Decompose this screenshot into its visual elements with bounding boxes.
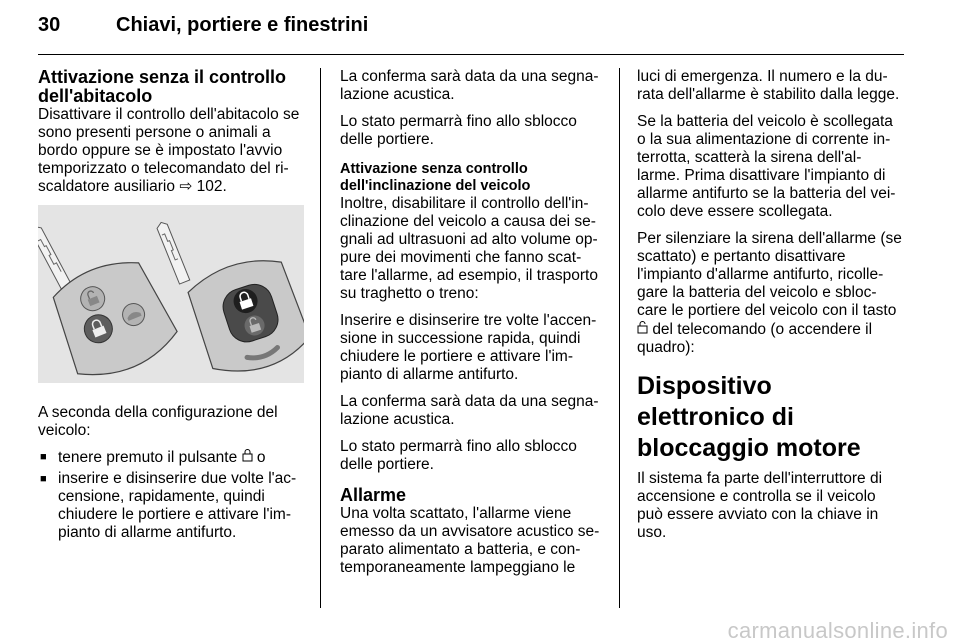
reference-page: 102. — [196, 178, 227, 195]
page-header — [38, 14, 368, 37]
watermark: carmanualsonline.info — [727, 618, 948, 643]
list-item-text: inserire e disinserire due volte l'ac- censione, rapidamente, quindi chiudere le portiere e attivare l'im- pianto di allarme antifurto. — [58, 470, 297, 541]
lock-icon — [242, 448, 253, 466]
bullet-list — [38, 448, 306, 542]
list-item — [38, 448, 306, 467]
paragraph-text: del telecomando (o accendere il quadro): — [637, 321, 873, 356]
column-1 — [38, 68, 306, 545]
bullet-icon: ■ — [40, 473, 47, 485]
list-item-text: tenere premuto il pulsante — [58, 449, 238, 466]
bullet-icon: ■ — [40, 451, 47, 463]
column-divider-2 — [619, 68, 620, 608]
paragraph — [38, 106, 306, 196]
column-3 — [637, 68, 905, 551]
section-heading-no-interior-monitoring: Attivazione senza il controllo dell'abitacolo — [38, 67, 287, 106]
column-2 — [340, 68, 608, 586]
page-title: Chiavi, portiere e finestrini — [116, 14, 369, 36]
arrow-right-icon: ⇨ — [179, 178, 193, 195]
paragraph: La conferma sarà data da una segna- lazione acustica. — [340, 393, 599, 428]
unlock-icon — [637, 320, 648, 338]
paragraph: Lo stato permarrà fino allo sblocco delle portiere. — [340, 438, 577, 473]
paragraph: Inoltre, disabilitare il controllo dell'in- clinazione del veicolo a causa dei se- gnali ad ultrasuoni ad alto volume op- pure dei movimenti che fanno scat- tare l'allarme, ad esempio, il trasporto su traghetto o treno: — [340, 195, 598, 302]
paragraph-text: Disattivare il controllo dell'abitacolo se sono presenti persone o animali a bordo oppure se è impostato l'avvio temporizzato o telecomandato del ri- scaldatore ausiliario — [38, 106, 300, 195]
header-rule — [38, 54, 904, 55]
remote-key-fobs-illustration — [38, 205, 304, 383]
column-divider-1 — [320, 68, 321, 608]
list-item — [38, 470, 306, 542]
paragraph: luci di emergenza. Il numero e la du- rata dell'allarme è stabilito dalla legge. — [637, 68, 900, 103]
paragraph: A seconda della configurazione del veicolo: — [38, 404, 278, 439]
paragraph: Se la batteria del veicolo è scollegata o la sua alimentazione di corrente in- terrotta, scatterà la sirena dell'al- larme. Prima disattivare l'impianto di allarme antifurto se la batteria del vei- colo deve essere scollegata. — [637, 113, 896, 220]
paragraph: Inserire e disinserire tre volte l'accen- sione in successione rapida, quindi chiudere le portiere e attivare l'im- pianto di allarme antifurto. — [340, 312, 597, 383]
list-item-text: o — [256, 449, 266, 466]
page-reference[interactable] — [179, 178, 226, 195]
section-heading-immobilizer: Dispositivo elettronico di bloccaggio motore — [637, 372, 861, 462]
paragraph: Il sistema fa parte dell'interruttore di accensione e controlla se il veicolo può essere avviato con la chiave in uso. — [637, 470, 883, 541]
paragraph: Lo stato permarrà fino allo sblocco delle portiere. — [340, 113, 577, 148]
paragraph-text: Per silenziare la sirena dell'allarme (se scattato) e pertanto disattivare l'impianto d'allarme antifurto, ricolle- gare la batteria del veicolo e sbloc- care le portiere del veicolo con il tasto — [637, 230, 902, 319]
paragraph — [637, 230, 905, 357]
page-number: 30 — [38, 14, 61, 36]
section-heading-alarm: Allarme — [340, 485, 407, 505]
paragraph: La conferma sarà data da una segna- lazione acustica. — [340, 68, 599, 103]
subsection-heading-no-tilt-monitoring: Attivazione senza controllo dell'inclinazione del veicolo — [340, 161, 531, 194]
paragraph: Una volta scattato, l'allarme viene emesso da un avvisatore acustico se- parato alimentato a batteria, e con- temporaneamente lampeggiano le — [340, 505, 600, 576]
